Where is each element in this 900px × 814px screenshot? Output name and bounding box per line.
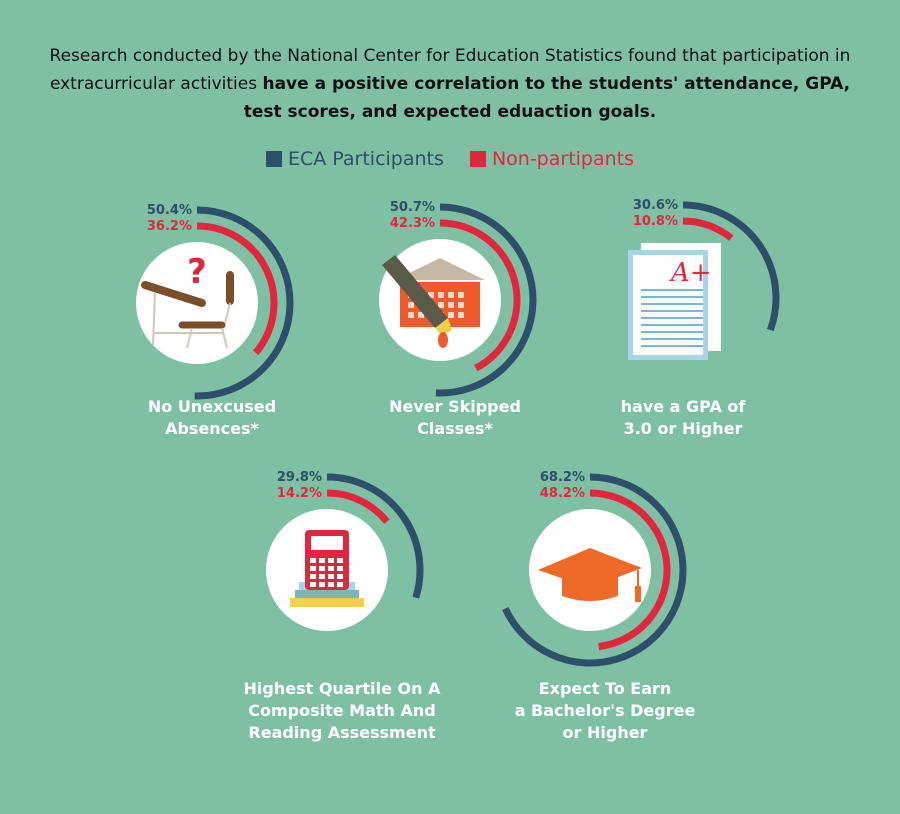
category-label: No Unexcused — [147, 397, 277, 416]
svg-text:?: ? — [187, 252, 207, 292]
non-value-label: 48.2% — [539, 486, 585, 501]
legend-non-label: Non-partipants — [491, 148, 635, 170]
category-label: have a GPA of — [620, 397, 746, 416]
graded-paper-icon — [628, 243, 721, 360]
non-arc — [683, 221, 731, 238]
radial-item — [505, 470, 695, 742]
category-label: Composite Math And — [248, 701, 436, 720]
radial-item — [244, 470, 442, 742]
svg-text:A+: A+ — [671, 258, 712, 288]
category-label: Never Skipped — [389, 397, 521, 416]
category-label: Absences* — [165, 419, 259, 438]
category-label: Highest Quartile On A — [243, 679, 441, 698]
category-label: or Higher — [562, 723, 648, 742]
non-value-label: 42.3% — [389, 216, 435, 231]
category-label: Classes* — [417, 419, 493, 438]
category-label: Expect To Earn — [538, 679, 672, 698]
non-value-label: 10.8% — [632, 214, 678, 229]
category-label: 3.0 or Higher — [623, 419, 743, 438]
radial-item — [621, 198, 776, 438]
eca-value-label: 50.4% — [146, 203, 192, 218]
intro-plain: Research conducted by the National Center for Education Statistics found that participation in extracurricular activities — [49, 46, 851, 94]
radial-item — [136, 203, 290, 438]
intro-bold: have a positive correlation to the students' attendance, GPA, test scores, and expected eduaction goals. — [243, 74, 851, 122]
eca-value-label: 68.2% — [539, 470, 585, 485]
category-label: Reading Assessment — [248, 723, 436, 742]
category-label: a Bachelor's Degree — [514, 701, 696, 720]
eca-value-label: 50.7% — [389, 200, 435, 215]
eca-value-label: 30.6% — [632, 198, 678, 213]
non-value-label: 14.2% — [276, 486, 322, 501]
legend-eca-label: ECA Participants — [287, 148, 444, 170]
non-value-label: 36.2% — [146, 219, 192, 234]
radial-item — [379, 200, 533, 438]
eca-value-label: 29.8% — [276, 470, 322, 485]
